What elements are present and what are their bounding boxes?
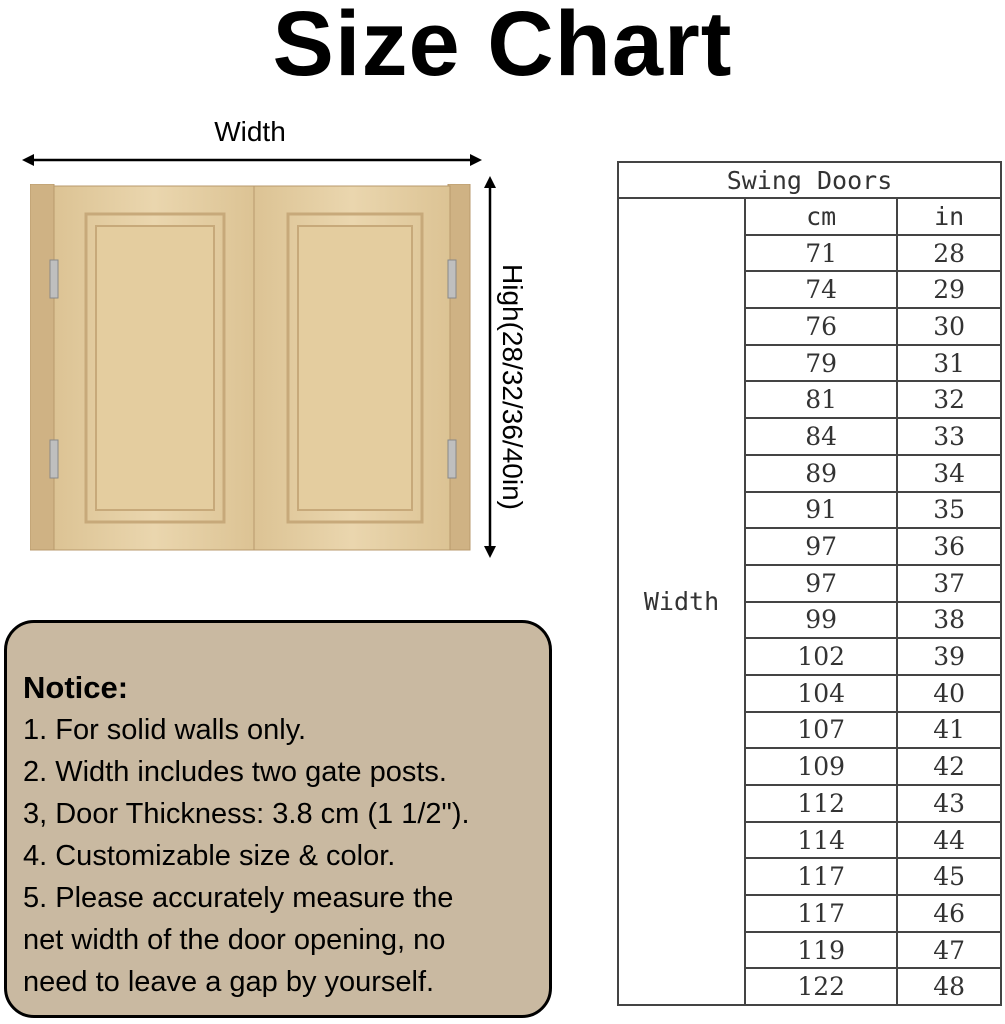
notice-line: need to leave a gap by yourself. [23,966,435,998]
notice-line: 1. For solid walls only. [23,714,307,746]
cell-cm: 89 [745,455,897,492]
cell-in: 46 [897,895,1001,932]
cell-cm: 76 [745,308,897,345]
cell-in: 41 [897,712,1001,749]
cell-in: 28 [897,235,1001,272]
cell-in: 43 [897,785,1001,822]
cell-in: 44 [897,822,1001,859]
height-label: High(28/32/36/40in) [497,264,528,510]
row-label: Width [618,198,745,1005]
cell-cm: 107 [745,712,897,749]
notice-box [4,620,552,1018]
notice-line: 5. Please accurately measure the [23,882,454,914]
cell-in: 32 [897,381,1001,418]
cell-cm: 112 [745,785,897,822]
cell-in: 33 [897,418,1001,455]
cell-in: 31 [897,345,1001,382]
cell-cm: 84 [745,418,897,455]
width-arrow-icon [22,150,482,170]
swing-door-image [30,184,472,552]
cell-in: 38 [897,602,1001,639]
notice-title: Notice: [23,670,129,705]
size-table [617,161,1002,1006]
cell-cm: 74 [745,271,897,308]
cell-cm: 91 [745,492,897,529]
cell-cm: 119 [745,932,897,969]
table-header: Swing Doors [618,162,1001,198]
unit-cm: cm [745,198,897,235]
cell-in: 35 [897,492,1001,529]
cell-in: 36 [897,528,1001,565]
notice-line: 3, Door Thickness: 3.8 cm (1 1/2"). [23,798,470,830]
cell-cm: 97 [745,528,897,565]
cell-cm: 122 [745,968,897,1005]
page-title: Size Chart [272,0,733,95]
width-label: Width [214,116,286,147]
cell-in: 39 [897,638,1001,675]
cell-cm: 117 [745,858,897,895]
notice-line: net width of the door opening, no [23,924,446,956]
cell-in: 29 [897,271,1001,308]
cell-cm: 117 [745,895,897,932]
cell-cm: 99 [745,602,897,639]
cell-cm: 109 [745,748,897,785]
cell-cm: 79 [745,345,897,382]
cell-in: 34 [897,455,1001,492]
cell-cm: 71 [745,235,897,272]
cell-in: 45 [897,858,1001,895]
cell-cm: 102 [745,638,897,675]
cell-cm: 81 [745,381,897,418]
cell-in: 30 [897,308,1001,345]
cell-cm: 114 [745,822,897,859]
cell-in: 40 [897,675,1001,712]
cell-in: 42 [897,748,1001,785]
cell-cm: 97 [745,565,897,602]
notice-line: 4. Customizable size & color. [23,840,396,872]
cell-cm: 104 [745,675,897,712]
cell-in: 47 [897,932,1001,969]
cell-in: 37 [897,565,1001,602]
notice-line: 2. Width includes two gate posts. [23,756,447,788]
cell-in: 48 [897,968,1001,1005]
unit-in: in [897,198,1001,235]
